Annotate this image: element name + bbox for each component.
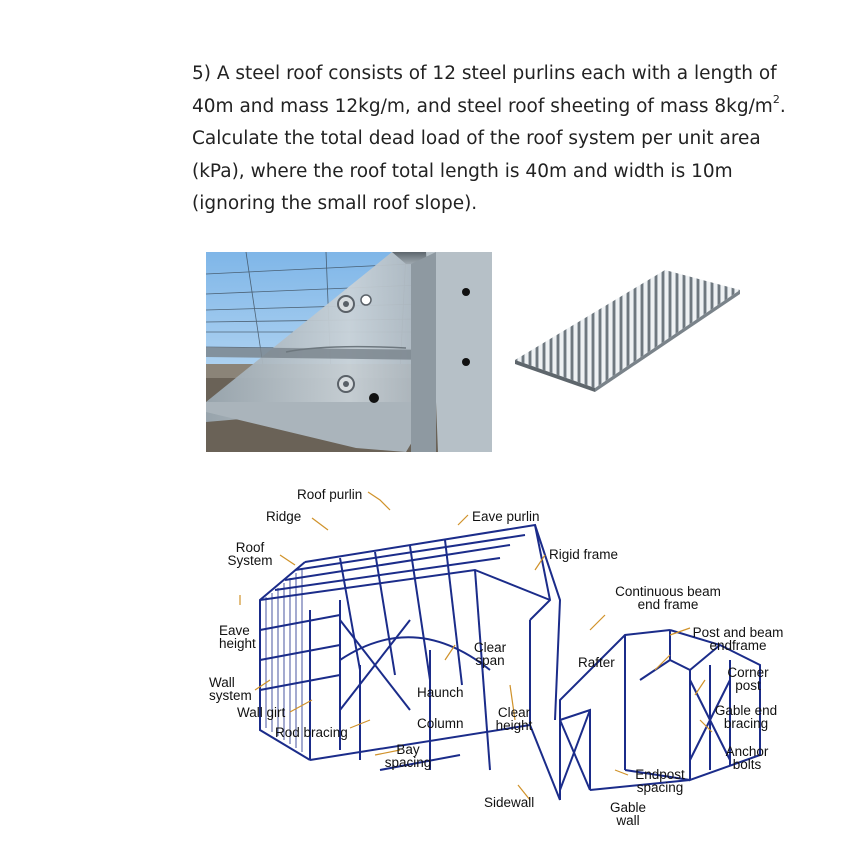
steel-purlin-photo	[206, 252, 492, 452]
question-text-part2: . Calculate the total dead load of the roof system per unit area (kPa), where the roof total length is 40m and width is 10m (ignoring the small roof slope).	[192, 95, 786, 214]
label-gable-end-bracing	[713, 704, 779, 730]
label-post-beam-line2: endframe	[709, 638, 767, 653]
label-roof-system	[226, 541, 274, 567]
label-column: Column	[417, 716, 464, 731]
label-bay-spacing-line1: Bay	[396, 742, 420, 757]
roof-sheeting-photo	[515, 270, 740, 400]
label-endpost-spacing-line1: Endpost	[635, 767, 685, 782]
label-wall-system	[209, 676, 252, 702]
label-anchor-bolts-line1: Anchor	[725, 744, 769, 759]
label-gable-bracing-line1: Gable end	[714, 703, 778, 718]
label-rafter: Rafter	[578, 655, 615, 670]
label-roof-system-line2: System	[227, 553, 273, 568]
label-continuous-beam-end-frame	[608, 585, 728, 611]
label-haunch: Haunch	[417, 685, 464, 700]
label-clear-span	[472, 641, 508, 667]
label-roof-system-line1: Roof	[235, 540, 265, 555]
label-corner-post-line2: post	[735, 678, 761, 693]
label-rod-bracing: Rod bracing	[275, 725, 348, 740]
label-post-beam-line1: Post and beam	[692, 625, 784, 640]
question-text-part1: 5) A steel roof consists of 12 steel purlins each with a length of 40m and mass 12kg/m, and steel roof sheeting of mass 8kg/m	[192, 63, 777, 117]
label-gable-wall-line2: wall	[616, 813, 640, 828]
label-eave-purlin: Eave purlin	[472, 509, 540, 524]
label-ridge: Ridge	[266, 509, 302, 524]
label-clear-height-line2: height	[495, 718, 533, 733]
label-roof-purlin: Roof purlin	[297, 487, 363, 502]
label-corner-post-line1: Corner	[727, 665, 769, 680]
label-eave-height-line2: height	[219, 636, 256, 651]
label-anchor-bolts	[722, 745, 772, 771]
label-wall-girt: Wall girt	[237, 705, 286, 720]
superscript-two: 2	[772, 93, 780, 107]
label-clear-span-line1: Clear	[473, 640, 507, 655]
label-continuous-beam-line2: end frame	[637, 597, 699, 612]
label-gable-bracing-line2: bracing	[723, 716, 769, 731]
label-gable-wall	[608, 801, 648, 827]
label-corner-post	[721, 666, 775, 692]
question-text	[192, 58, 792, 221]
label-rigid-frame: Rigid frame	[549, 547, 619, 562]
label-endpost-spacing-line2: spacing	[636, 780, 684, 795]
label-bay-spacing-line2: spacing	[384, 755, 432, 770]
label-gable-wall-line1: Gable	[609, 800, 647, 815]
label-eave-height-line1: Eave	[219, 623, 250, 638]
label-bay-spacing	[382, 743, 434, 769]
label-anchor-bolts-line2: bolts	[732, 757, 762, 772]
label-endpost-spacing	[630, 768, 690, 794]
label-wall-system-line1: Wall	[209, 675, 235, 690]
label-clear-span-line2: span	[475, 653, 505, 668]
label-wall-system-line2: system	[209, 688, 252, 703]
label-eave-height	[219, 624, 256, 650]
label-clear-height-line1: Clear	[497, 705, 531, 720]
label-post-and-beam-endframe	[688, 626, 788, 652]
label-sidewall: Sidewall	[484, 795, 535, 810]
label-clear-height	[492, 706, 536, 732]
label-continuous-beam-line1: Continuous beam	[615, 584, 721, 599]
